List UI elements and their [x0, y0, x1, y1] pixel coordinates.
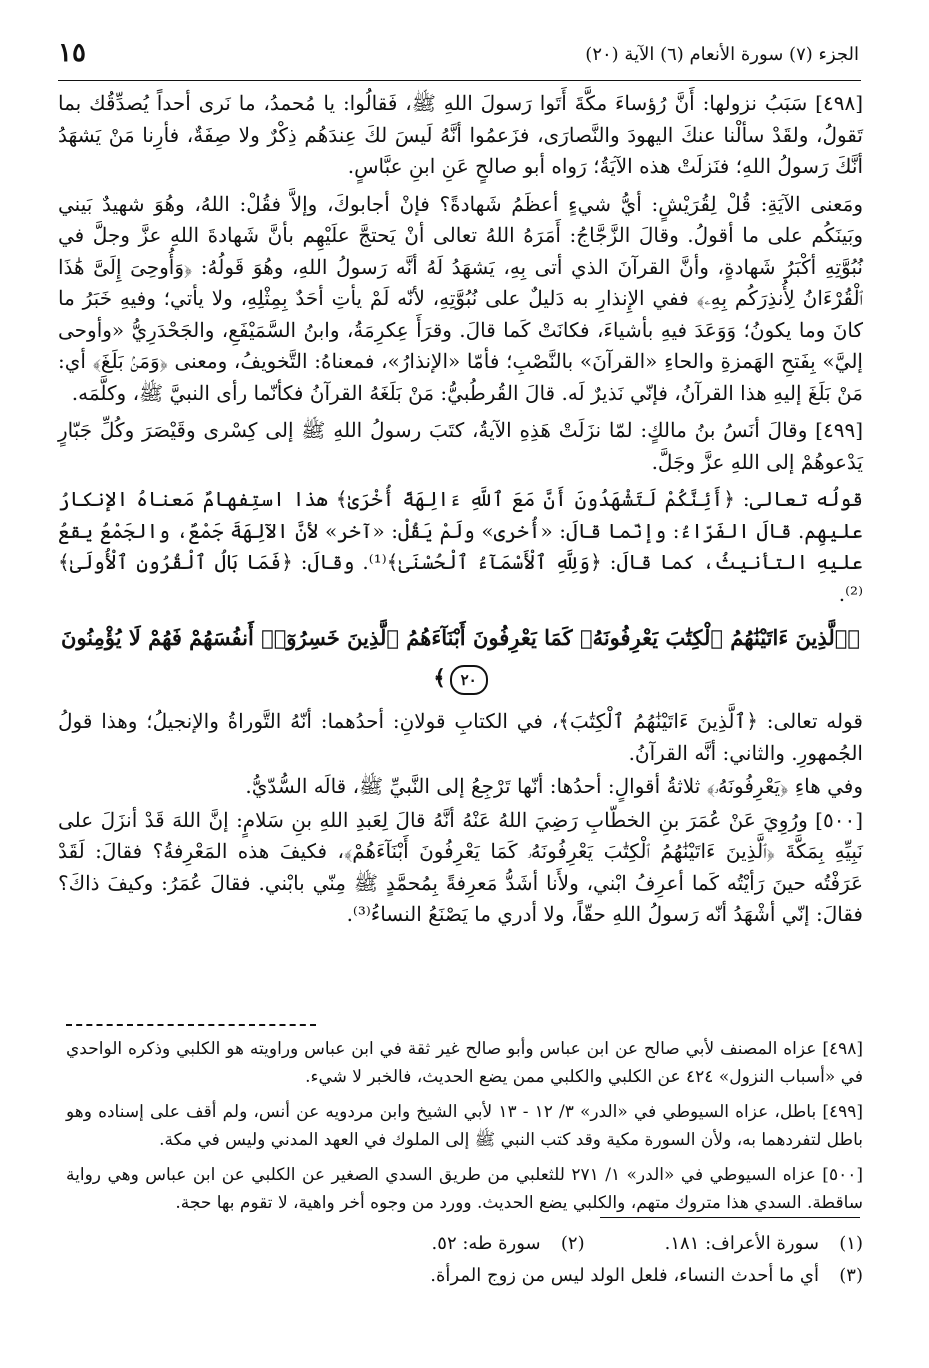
note-498: [٤٩٨] عزاه المصنف لأبي صالح عن ابن عباس وأبو صالح غير ثقة في ابن عباس وراويته هو الكلبي وذكره الواحدي في «أسباب النزول» ٤٢٤ عن الكلبي والكلبي ممن يضع الحديث، فالخبر لا شيء.: [66, 1039, 863, 1087]
takhrij-notes: [66, 1035, 863, 1224]
paragraph-qawluhu: قولُه تعالى: ﴿أَئِنَّكُمْ لَتَشْهَدُونَ أَنَّ مَعَ ٱللَّهِ ءَالِهَةً أُخْرَىٰ﴾ هذا استِفهامٌ مَعناهُ الإنكارُ عليهِم. قالَ الفَرّاءُ: وإنّما قالَ: «أُخرى» ولَمْ يَقُلْ: «آخر» لأنَّ الآلِهَةَ جَمْعٌ، والجَمْعُ يقعُ عليهِ التأنيثُ، كما قالَ: ﴿وَلِلَّهِ ٱلْأَسْمَآءُ ٱلْحُسْنَىٰ﴾⁽¹⁾. وقالَ: ﴿فَمَا بَالُ ٱلْقُرُونِ ٱلْأُولَىٰ﴾⁽²⁾.: [58, 487, 864, 606]
footnote-rule: [600, 1217, 860, 1218]
footnote-3-text: أي ما أحدث النساء، فلعل الولد ليس من زوج المرأة.: [430, 1265, 819, 1286]
verse-close-bracket: ﴾: [433, 665, 446, 690]
footnote-row-1: [66, 1228, 863, 1260]
paragraph-498: [٤٩٨] سَبَبُ نزولها: أَنَّ رُؤساءَ مكَّةَ أَتَوا رَسولَ اللهِ ﷺ، فَقالُوا: يا مُحمدُ، ما نَرى أحداً يُصدِّقُك بما تَقولُ، ولقَدْ سألْنا عنكَ اليهودَ والنَّصارَى، فزَعمُوا أنَّهُ لَيسَ لكَ عِندَهُم ذِكْرٌ ولا صِفَةٌ، فأرِنا مَنْ يَشهَدُ أنَّكَ رَسولُ اللهِ؛ فنَزلَتْ هذه الآيَةُ؛ رَواه أبو صالحٍ عَنِ ابنِ عبَّاسٍ.: [58, 91, 863, 178]
paragraph-499: [٤٩٩] وقالَ أنَسُ بنُ مالكٍ: لمّا نزَلَتْ هَذِهِ الآيةُ، كتَبَ رسولُ اللهِ ﷺ إلى كِسْرى وقَيْصَرَ وكُلِّ جَبّارٍ يَدْعوهُمْ إلى اللهِ عزَّ وجَلَّ.: [58, 418, 863, 474]
page-number: ١٥: [58, 38, 86, 68]
verse-20: [58, 618, 863, 698]
main-text: [58, 88, 863, 937]
footnote-2-number: (٢): [560, 1233, 585, 1254]
notes-separator: [66, 1024, 316, 1026]
footnote-1-text: سورة الأعراف: ١٨١.: [664, 1233, 819, 1254]
footnote-3-number: (٣): [839, 1265, 863, 1286]
paragraph-kitab: قوله تعالى: ﴿ٱلَّذِينَ ءَاتَيْنَٰهُمُ ٱلْكِتَٰبَ﴾، في الكتابِ قولانِ: أحدُهما: أنّهُ التَّوراةُ والإنجيلُ؛ وهذا قولُ الجُمهورِ. والثاني: أنَّه القرآنُ.: [58, 709, 863, 765]
verse-text: ﴿ٱلَّذِينَ ءَاتَيْنَٰهُمُ ٱلْكِتَٰبَ يَعْرِفُونَهُۥ كَمَا يَعْرِفُونَ أَبْنَآءَهُمُ ٱلَّذِينَ خَسِرُوٓا۟ أَنفُسَهُمْ فَهُمْ لَا يُؤْمِنُونَ: [61, 625, 860, 650]
paragraph-500: [٥٠٠] ورُوِيَ عَنْ عُمَرَ بنِ الخطّابِ رَضِيَ اللهُ عَنْهُ أنَّهُ قالَ لِعَبدِ اللهِ بنِ سَلامٍ: إنَّ اللهَ قَدْ أنزَلَ على نَبِيِّهِ بِمَكَّةَ ﴿ٱلَّذِينَ ءَاتَيْنَٰهُمُ ٱلْكِتَٰبَ يَعْرِفُونَهُۥ كَمَا يَعْرِفُونَ أَبْنَآءَهُمْ﴾، فكيفَ هذه المَعْرِفةُ؟ فقالَ: لَقَدْ عَرَفْتُه حينَ رَأيْتُه كَما أعرِفُ ابْني، ولأَنا أشَدُّ مَعرِفةً بِمُحمَّدٍ ﷺ مِنّي بابْني. فقالَ عُمَرُ: وكيفَ ذاكَ؟ فقالَ: إنّي أشْهَدُ أنّه رَسولُ اللهِ حقّاً، ولا أدري ما يَصْنَعُ النساءُ⁽³⁾.: [58, 807, 864, 926]
running-title: الجزء (٧) سورة الأنعام (٦) الآية (٢٠): [585, 44, 859, 65]
footnote-1-number: (١): [839, 1233, 863, 1254]
page-header: [58, 36, 859, 76]
note-500: [٥٠٠] عزاه السيوطي في «الدر» ١/ ٢٧١ للثعلبي من طريق السدي الصغير عن الكلبي عن ابن عباس وهي رواية ساقطة. السدي هذا متروك متهم، والكلبي يضع الحديث. وورد من وجوه أخر واهية، لا تقوم بها حجة.: [66, 1165, 863, 1213]
paragraph-meaning: ومَعنى الآيَةِ: قُلْ لِقُرَيْشٍ: أيُّ شيءٍ أعظَمُ شَهادةً؟ فإنْ أجابوكَ، وإلاَّ فقُلْ: اللهُ، وهُوَ شهيدٌ بَيني وبَينَكُم على ما أقولُ. وقالَ الزَّجَّاجُ: أَمَرَهُ اللهُ تعالى أنْ يَحتجَّ علَيْهِم بأنَّ شَهادةَ اللهِ عزَّ وجلَّ في نُبُوَّتِهِ أكْبَرُ شَهادةٍ، وأنَّ القرآنَ الذي أتى بِهِ، يَشهَدُ لَهُ أنَّه رَسولُ اللهِ، وهُوَ قَولُهُ: ﴿وَأُوحِىَ إِلَىَّ هَٰذَا ٱلْقُرْءَانُ لِأُنذِرَكُم بِهِۦ﴾ ففي الإِنذارِ به دَليلٌ على نُبُوَّتِهِ، لأنّه لَمْ يأتِ أحَدٌ بِمِثْلِهِ، ولا يأتي؛ وفيهِ خَبَرُ ما كانَ وما يكونُ؛ وَوَعَدَ فيهِ بأشياءَ، فكانَتْ كَما قالَ. وقرَأَ عِكرِمَةُ، وابنُ السَّمَيْفَعِ، والجَحْدَرِيُّ «وأوحى إليَّ» بِفَتحِ الهَمزةِ والحاءِ «القرآنَ» بالنَّصْبِ؛ فأمّا «الإنذارُ»، فمعناهُ: التَّخويفُ، ومعنى ﴿وَمَنۢ بَلَغَ﴾ أي: مَنْ بَلَغَ إليهِ هذا القرآنُ، فإنّي نَذيرٌ لَه. قالَ القُرطُبيُّ: مَنْ بَلَغَهُ القرآنُ فكأنّما رأى النبيَّ ﷺ، وكلَّمَه.: [58, 191, 863, 405]
note-499: [٤٩٩] باطل، عزاه السيوطي في «الدر» ٣/ ١٢ - ١٣ لأبي الشيخ وابن مردويه عن أنس، ولم أقف على إسناده وهو باطل لتفردهما به، ولأن السورة مكية وقد كتب النبي ﷺ إلى الملوك في العهد المدني وليس في مكة.: [66, 1102, 863, 1150]
footnote-row-2: [66, 1260, 863, 1292]
footnotes: [66, 1228, 863, 1292]
header-divider: [58, 80, 861, 81]
footnote-2-text: سورة طه: ٥٢.: [431, 1233, 541, 1254]
verse-number-badge: ٢٠: [450, 665, 488, 695]
paragraph-haa: وفي هاءِ ﴿يَعْرِفُونَهُۥ﴾ ثلاثةُ أقوالٍ: أحدُها: أنّها تَرْجِعُ إلى النَّبيِّ ﷺ، قالَه السُّدّيُّ.: [245, 774, 863, 798]
